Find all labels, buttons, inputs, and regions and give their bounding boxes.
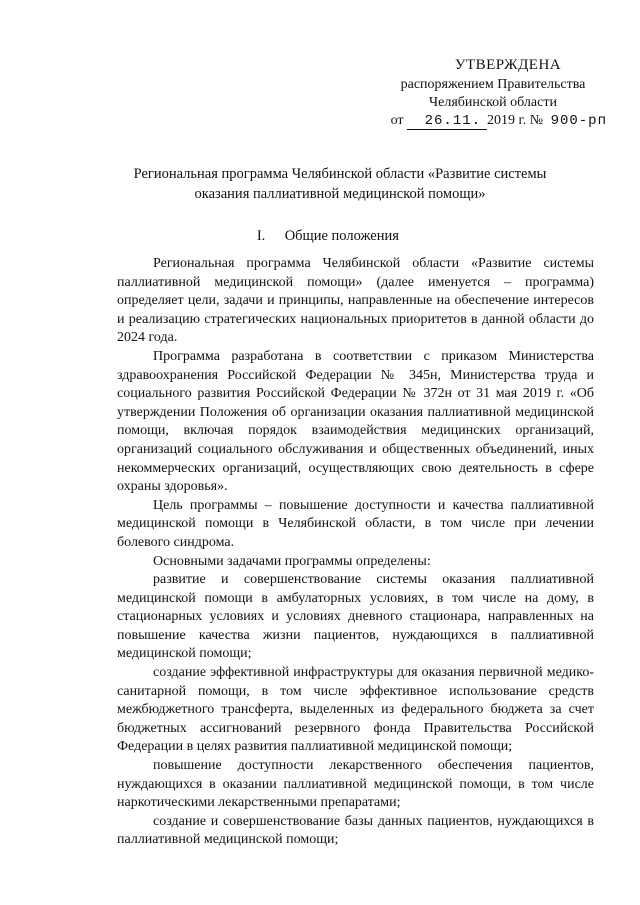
paragraph: Региональная программа Челябинской области «Развитие системы паллиативной медицинской помощи» (далее именуется – программа) определяет цели, задачи и принципы, направленные на обеспечение интересов и реализацию стратегических национальных приоритетов в данной области до 2024 года. [117, 256, 594, 346]
paragraph: Цель программы – повышение доступности и качества паллиативной медицинской помощи в Челябинской области, в том числе при лечении болевого синдрома. [117, 497, 594, 550]
document-body [117, 255, 594, 850]
section-number: I. [256, 228, 266, 244]
from-label: от [390, 113, 404, 128]
paragraph: повышение доступности лекарственного обеспечения пациентов, нуждающихся в оказании паллиативной медицинской помощи, в том числе наркотическими лекарственными препаратами; [117, 758, 594, 811]
date-number-line [378, 112, 608, 130]
approved-heading: УТВЕРЖДЕНА [454, 57, 562, 73]
handwritten-date: 26.11. [407, 114, 487, 130]
title-line-1: Региональная программа Челябинской области «Развитие системы [133, 166, 547, 182]
paragraph: Основными задачами программы определены: [153, 553, 431, 569]
approved-by-line: распоряжением Правительства [400, 77, 586, 92]
paragraph: создание и совершенствование базы данных пациентов, нуждающихся в паллиативной медицинской помощи; [117, 813, 594, 848]
year-number-label: 2019 г. № [487, 113, 544, 128]
title-line-2: оказания паллиативной медицинской помощи» [194, 186, 486, 202]
paragraph: развитие и совершенствование системы оказания паллиативной медицинской помощи в амбулаторных условиях, в том числе на дому, в стационарных условиях и условиях дневного стационара, направленных на повышение качества жизни пациентов, нуждающихся в паллиативной медицинской помощи; [117, 572, 594, 662]
paragraph: Программа разработана в соответствии с приказом Министерства здравоохранения Российской Федерации № 345н, Министерства труда и социального развития Российской Федерации № 372н от 31 мая 2019 г. «Об утверждении Положения об организации оказания паллиативной медицинской помощи, включая порядок взаимодействия медицинских организаций, организаций социального обслуживания и общественных объединений, иных некоммерческих организаций, осуществляющих свою деятельность в сфере охраны здоровья». [117, 348, 594, 495]
paragraph: создание эффективной инфраструктуры для оказания первичной медико-санитарной помощи, в том числе эффективное использование средств межбюджетного трансферта, выделенных из федерального бюджета за счет бюджетных ассигнований резервного фонда Правительства Российской Федерации в целях развития паллиативной медицинской помощи; [117, 665, 594, 755]
region-line: Челябинской области [429, 95, 557, 110]
section-heading [120, 228, 520, 245]
section-title: Общие положения [284, 228, 399, 244]
handwritten-number: 900-рп [550, 113, 607, 129]
document-title [100, 164, 580, 204]
approval-stamp [378, 56, 608, 130]
